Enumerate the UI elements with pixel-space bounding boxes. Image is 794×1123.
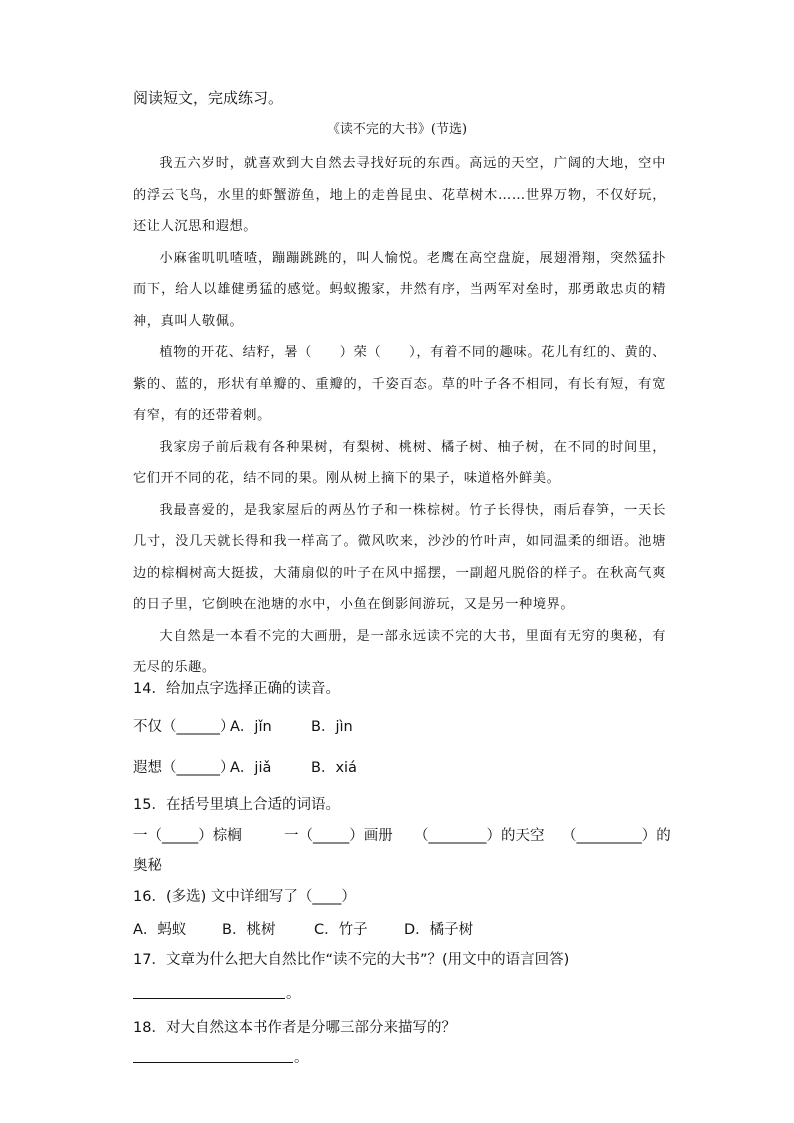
q14-option-b-1[interactable]: B．jìn — [311, 719, 353, 735]
q14-word-2[interactable]: 遐想（______） — [133, 760, 235, 776]
passage-paragraph: 小麻雀叽叽喳喳，蹦蹦跳跳的，叫人愉悦。老鹰在高空盘旋，展翅滑翔，突然猛扑而下，给人以雄健勇猛的感觉。蚂蚁搬家，井然有序，当两军对垒时，那勇敢忠贞的精神，真叫人敬佩。 — [133, 250, 666, 329]
passage-title: 《读不完的大书》(节选) — [326, 122, 468, 137]
q14-option-b-2[interactable]: B．xiá — [311, 760, 357, 776]
q18-answer-end: 。 — [294, 1050, 309, 1066]
q15-item-2[interactable]: 一（_____）画册 — [284, 828, 393, 844]
reading-passage — [133, 148, 666, 684]
q14-option-a-1[interactable]: A．jǐn — [230, 719, 272, 735]
q16-option-c[interactable]: C．竹子 — [314, 922, 368, 938]
passage-paragraph: 我五六岁时，就喜欢到大自然去寻找好玩的东西。高远的天空，广阔的大地，空中的浮云飞鸟，水里的虾蟹游鱼，地上的走兽昆虫、花草树木……世界万物，不仅好玩，还让人沉思和遐想。 — [133, 156, 666, 234]
q16-option-d[interactable]: D．橘子树 — [404, 922, 474, 938]
question-17-stem: 17．文章为什么把大自然比作“读不完的大书”？(用文中的语言回答) — [133, 952, 570, 968]
question-18-stem: 18．对大自然这本书作者是分哪三部分来描写的？ — [133, 1020, 456, 1036]
question-16-stem: 16．(多选) 文中详细写了（____） — [133, 889, 356, 905]
q14-option-a-2[interactable]: A．jiǎ — [230, 760, 272, 776]
question-14-stem: 14．给加点字选择正确的读音。 — [133, 681, 340, 697]
passage-paragraph: 大自然是一本看不完的大画册，是一部永远读不完的大书，里面有无穷的奥秘，有无尽的乐趣。 — [133, 628, 666, 675]
passage-paragraph: 我最喜爱的，是我家屋后的两丛竹子和一株棕树。竹子长得快，雨后春笋，一天长几寸，没几天就长得和我一样高了。微风吹来，沙沙的竹叶声，如同温柔的细语。池塘边的棕榈树高大挺拔，大蒲扇似的叶子在风中摇摆，一副超凡脱俗的样子。在秋高气爽的日子里，它倒映在池塘的水中，小鱼在倒影间游玩，又是另一种境界。 — [133, 502, 666, 612]
q17-answer-line[interactable] — [133, 998, 285, 999]
question-15-stem: 15．在括号里填上合适的词语。 — [133, 797, 340, 813]
q17-answer-end: 。 — [286, 986, 301, 1002]
q16-option-b[interactable]: B．桃树 — [222, 922, 276, 938]
q18-answer-line[interactable] — [133, 1062, 293, 1063]
q14-word-1[interactable]: 不仅（______） — [133, 719, 235, 735]
passage-paragraph: 我家房子前后栽有各种果树，有梨树、桃树、橘子树、柚子树，在不同的时间里，它们开不同的花，结不同的果。刚从树上摘下的果子，味道格外鲜美。 — [133, 439, 666, 486]
passage-paragraph: 植物的开花、结籽，暑（ ）荣（ ），有着不同的趣味。花儿有红的、黄的、紫的、蓝的，形状有单瓣的、重瓣的，千姿百态。草的叶子各不相同，有长有短，有宽有窄，有的还带着刺。 — [133, 345, 666, 423]
instruction-text: 阅读短文，完成练习。 — [133, 89, 284, 107]
q15-item-3[interactable]: （________）的天空 — [414, 828, 545, 844]
q15-item-4[interactable]: （_________）的 — [562, 828, 671, 844]
q16-option-a[interactable]: A．蚂蚁 — [133, 922, 187, 938]
q15-item-4-continued: 奥秘 — [133, 858, 162, 874]
q15-item-1[interactable]: 一（_____）棕榈 — [133, 828, 242, 844]
